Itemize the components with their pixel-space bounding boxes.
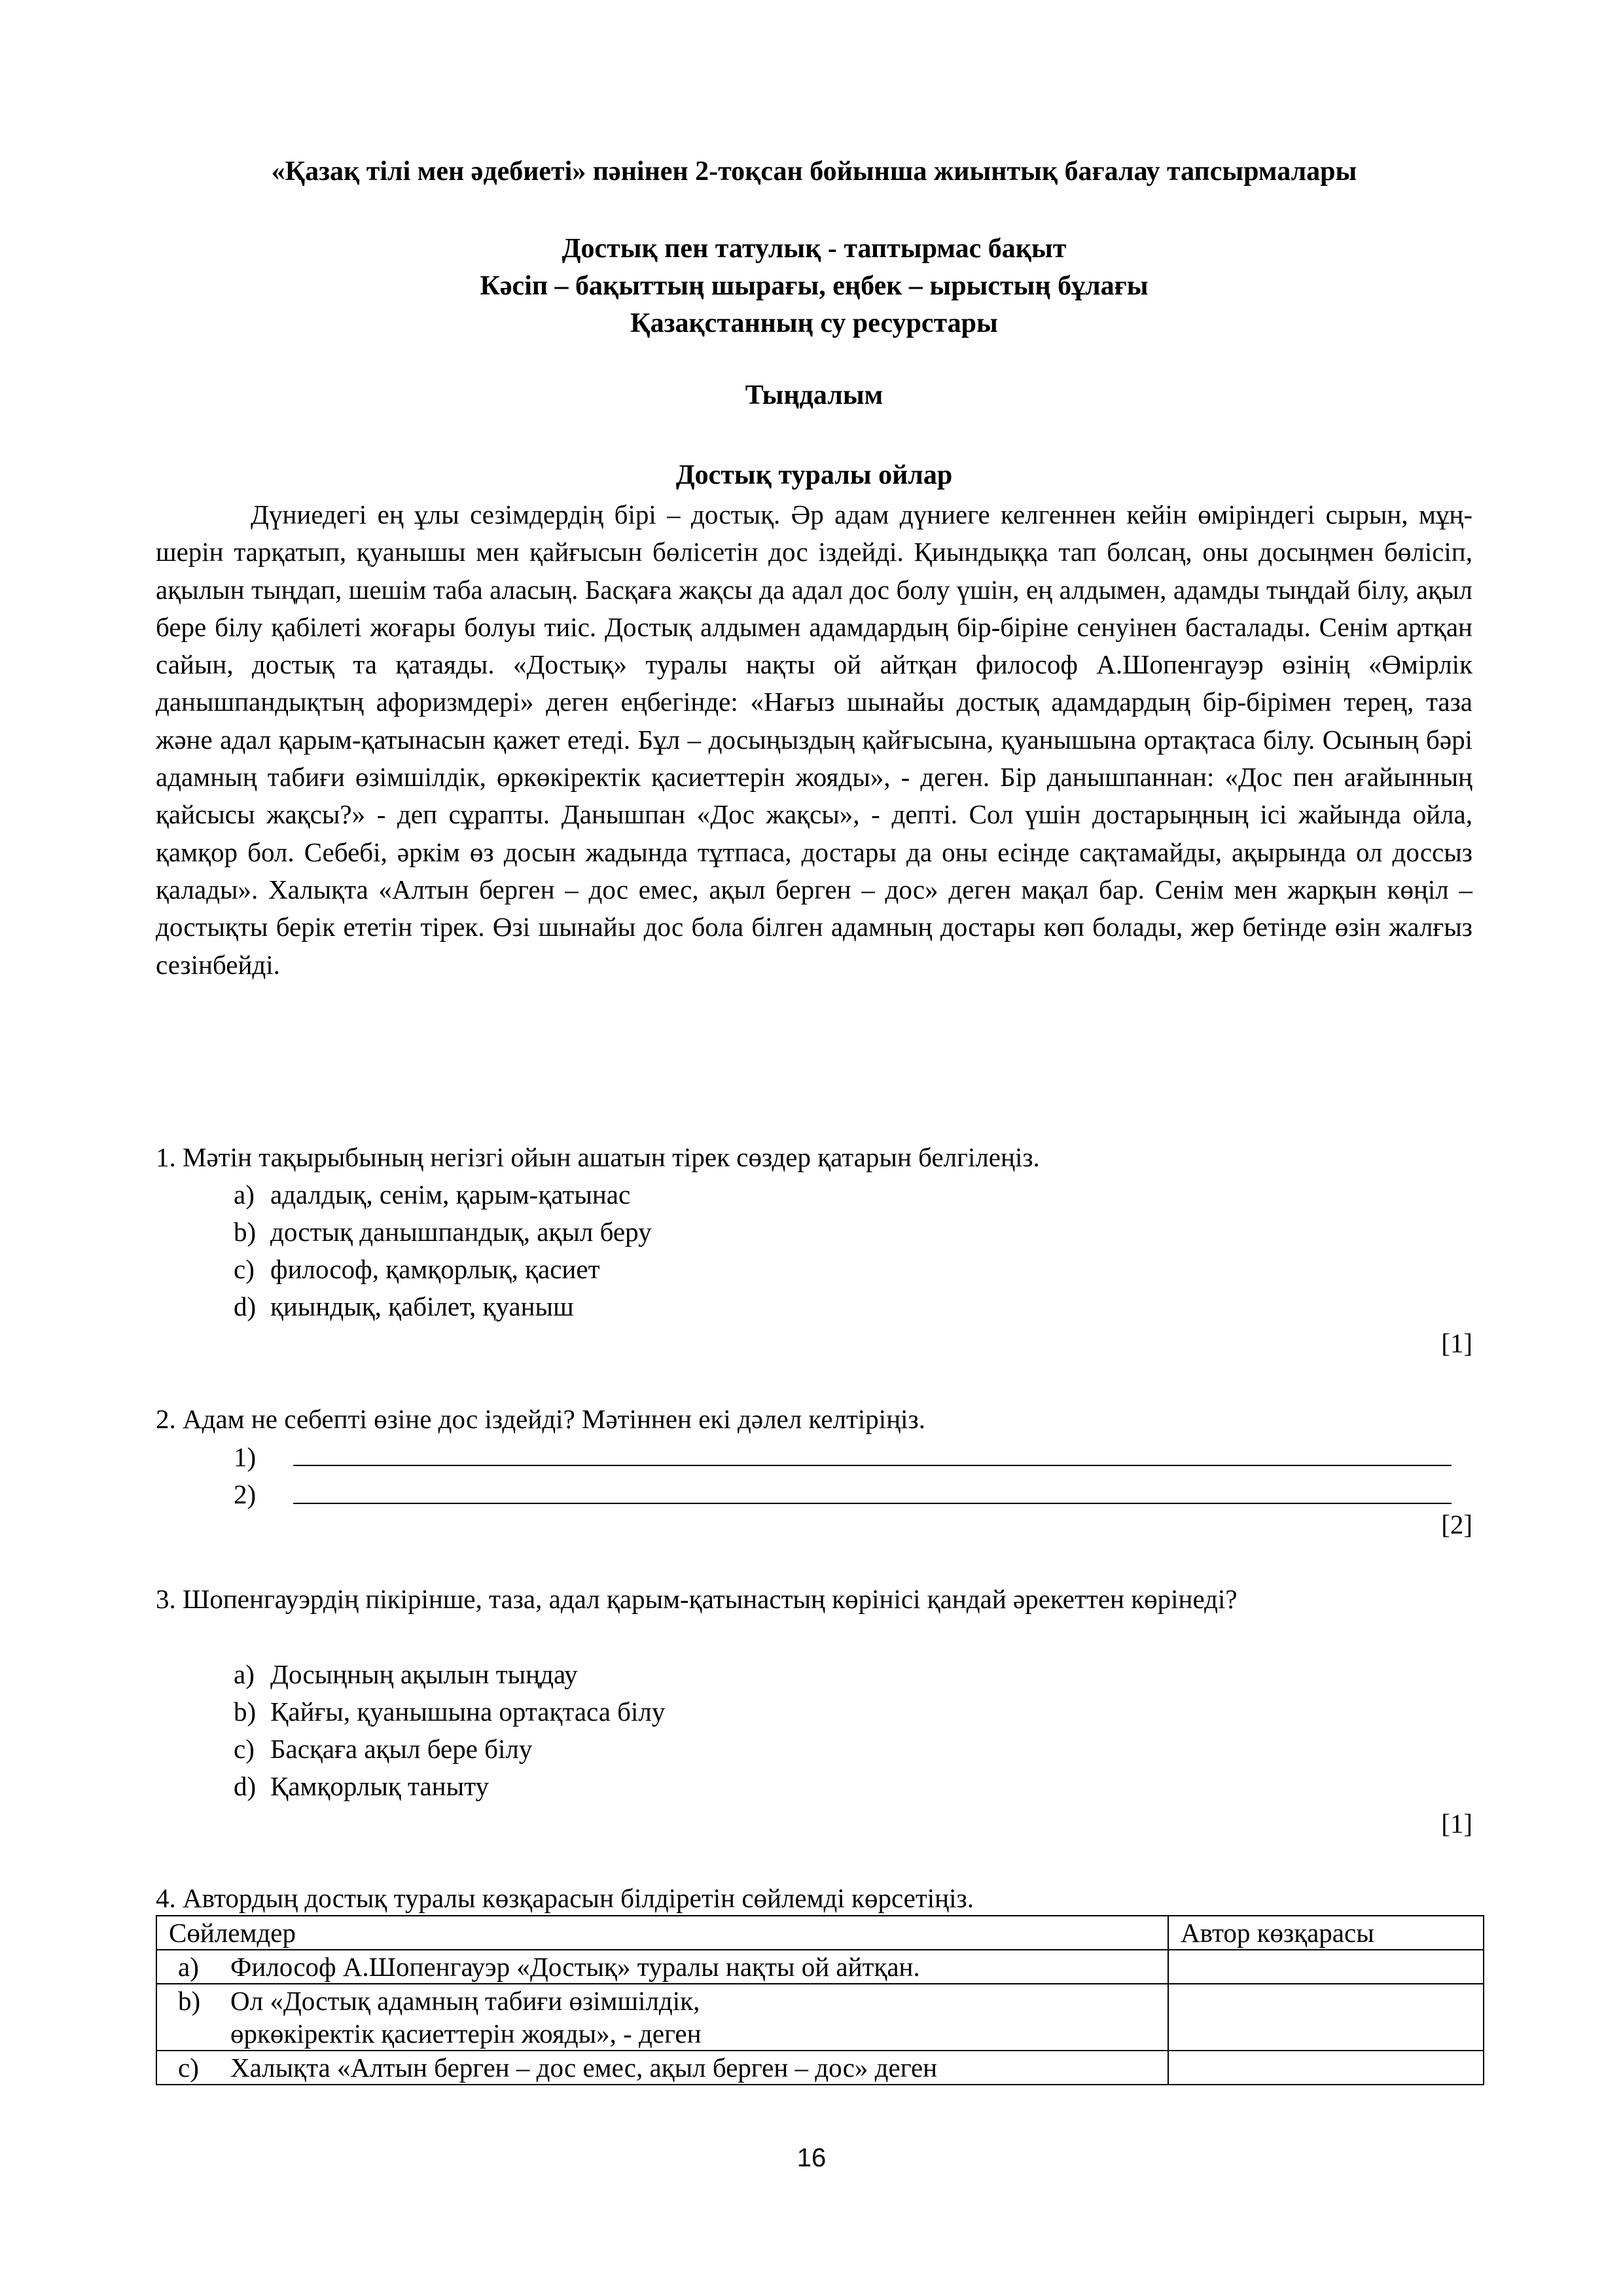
q1-option [234, 1213, 652, 1251]
table-row [156, 2051, 1484, 2085]
row-text: Ол «Достық адамның табиғи өзімшілдік, өркөкіректік қасиеттерін жояды», - деген [230, 1986, 702, 2049]
option-text: Басқаға ақыл бере білу [270, 1734, 533, 1764]
answer-cell[interactable] [1168, 1984, 1484, 2051]
option-label: a) [234, 1659, 255, 1689]
table-cell [156, 1984, 1168, 2051]
option-text: Досыңның ақылын тыңдау [270, 1659, 578, 1689]
option-label: b) [234, 1696, 257, 1727]
answer-line[interactable] [293, 1465, 1452, 1466]
q1-option [234, 1176, 630, 1213]
option-text: адалдық, сенім, қарым-қатынас [270, 1179, 631, 1210]
option-text: философ, қамқорлық, қасиет [270, 1254, 600, 1284]
themes-block [156, 230, 1472, 342]
answer-line-label: 2) [234, 1479, 257, 1509]
table-header-cell: Автор көзқарасы [1168, 1916, 1484, 1950]
answer-table [156, 1915, 1484, 2085]
q3-option [234, 1656, 578, 1693]
q1-option [234, 1288, 574, 1325]
row-text: Халықта «Алтын берген – дос емес, ақыл берген – дос» деген [230, 2053, 938, 2083]
table-header-cell: Сөйлемдер [156, 1916, 1168, 1950]
score-mark: [1] [1441, 1808, 1472, 1839]
question-1-text: 1. Мәтін тақырыбының негізгі ойын ашатын тірек сөздер қатарын белгілеңіз. [156, 1142, 1040, 1172]
document-header: «Қазақ тілі мен әдебиеті» пәнінен 2-тоқсан бойынша жиынтық бағалау тапсырмалары [271, 156, 1357, 187]
table-cell [156, 2051, 1168, 2085]
row-label: b) [178, 1986, 201, 2016]
answer-line[interactable] [293, 1503, 1452, 1504]
table-row [156, 1984, 1484, 2051]
option-label: a) [234, 1179, 255, 1210]
theme-title: Достық пен татулық - таптырмас бақыт [562, 234, 1067, 264]
question-2-text: 2. Адам не себепті өзіне дос іздейді? Мәтіннен екі дәлел келтіріңіз. [156, 1404, 925, 1434]
q3-option [234, 1768, 489, 1805]
q3-option [234, 1693, 665, 1731]
row-label: a) [178, 1952, 199, 1982]
theme-title: Қазақстанның су ресурстары [630, 308, 998, 338]
table-header-row [156, 1916, 1484, 1950]
option-label: d) [234, 1771, 257, 1801]
section-title: Тыңдалым [745, 380, 883, 410]
answer-line-label: 1) [234, 1442, 257, 1472]
option-text: достық данышпандық, ақыл беру [270, 1217, 652, 1247]
option-label: c) [234, 1254, 255, 1284]
answer-cell[interactable] [1168, 1950, 1484, 1984]
option-text: қиындық, қабілет, қуаныш [270, 1291, 574, 1321]
score-mark: [2] [1441, 1509, 1472, 1539]
row-label: c) [178, 2053, 199, 2083]
row-text: Философ А.Шопенгауэр «Достық» туралы нақты ой айтқан. [230, 1952, 920, 1982]
table-cell [156, 1950, 1168, 1984]
answer-cell[interactable] [1168, 2051, 1484, 2085]
question-3-text: 3. Шопенгауэрдің пікірінше, таза, адал қарым-қатынастың көрінісі қандай әрекеттен көрінеді? [156, 1584, 1238, 1614]
question-4-text: 4. Автордың достық туралы көзқарасын білдіретін сөйлемді көрсетіңіз. [156, 1883, 974, 1913]
option-text: Қамқорлық таныту [270, 1771, 490, 1801]
text-title: Достық туралы ойлар [675, 460, 953, 490]
q1-option [234, 1251, 600, 1288]
reading-passage: Дүниедегі ең ұлы сезімдердің бірі – достық. Әр адам дүниеге келгеннен кейін өміріндегі сырын, мұң-шерін тарқатып, қуанышы мен қайғысын бөлісетін дос іздейді. Қиындыққа тап болсаң, оны досыңмен бөлісіп, ақылын тыңдап, шешім таба аласың. Басқаға жақсы да адал дос болу үшін, ең алдымен, адамды тыңдай білу, ақыл бере білу қабілеті жоғары болуы тиіс. Достық алдымен адамдардың бір-біріне сенуінен басталады. Сенім артқан сайын, достық та қатаяды. «Достық» туралы нақты ой айтқан философ А.Шопенгауэр өзінің «Өмірлік данышпандықтың афоризмдері» деген еңбегінде: «Нағыз шынайы достық адамдардың бір-бірімен терең, таза және адал қарым-қатынасын қажет етеді. Бұл – досыңыздың қайғысына, қуанышына ортақтаса білу. Осының бәрі адамның табиғи өзімшілдік, өркөкіректік қасиеттерін жояды», - деген. Бір данышпаннан: «Дос пен ағайынның қайсысы жақсы?» - деп сұрапты. Данышпан «Дос жақсы», - депті. Сол үшін достарыңның ісі жайында ойла, қамқор бол. Себебі, әркім өз досын жадында тұтпаса, достары да оны есінде сақтамайды, ақырында ол доссыз қалады». Халықта «Алтын берген – дос емес, ақыл берген – дос» деген мақал бар. Сенім мен жарқын көңіл – достықты берік ететін тірек. Өзі шынайы дос бола білген адамның достары көп болады, жер бетінде өзін жалғыз сезінбейді. [156, 499, 1472, 980]
page-number: 16 [796, 2144, 827, 2172]
option-label: c) [234, 1734, 255, 1764]
score-mark: [1] [1441, 1328, 1472, 1358]
theme-title: Кәсіп – бақыттың шырағы, еңбек – ырыстың бұлағы [480, 271, 1149, 301]
q3-option [234, 1731, 532, 1768]
table-row [156, 1950, 1484, 1984]
option-label: b) [234, 1217, 257, 1247]
option-text: Қайғы, қуанышына ортақтаса білу [270, 1696, 666, 1727]
option-label: d) [234, 1291, 257, 1321]
